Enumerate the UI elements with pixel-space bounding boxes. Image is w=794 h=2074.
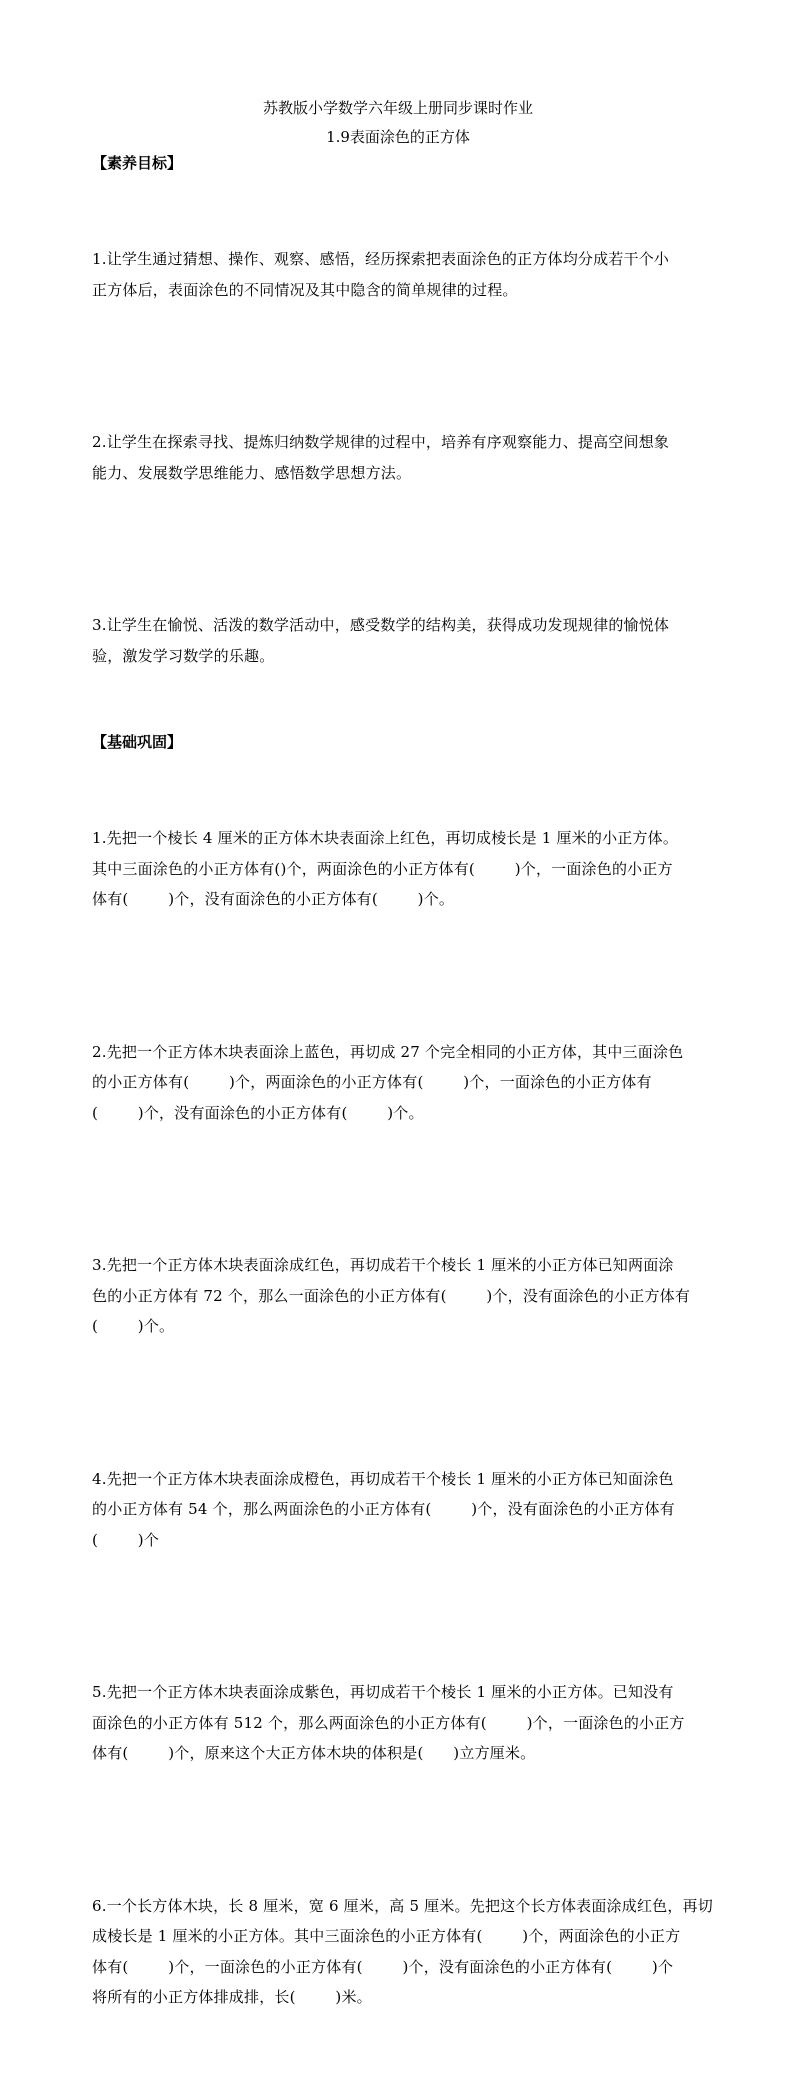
text-line: 的小正方体有( )个，两面涂色的小正方体有( )个，一面涂色的小正方体有 bbox=[92, 1073, 652, 1091]
text-line: 正方体后，表面涂色的不同情况及其中隐含的简单规律的过程。 bbox=[92, 280, 518, 299]
section-heading-goals: 【素养目标】 bbox=[92, 154, 183, 172]
text-line: 3.让学生在愉悦、活泼的数学活动中，感受数学的结构美，获得成功发现规律的愉悦体 bbox=[92, 616, 670, 634]
question-item bbox=[92, 1616, 704, 1830]
text-line: 3.先把一个正方体木块表面涂成红色，再切成若干个棱长 1 厘米的小正方体已知两面涂 bbox=[92, 1256, 674, 1274]
text-line: 体有( )个，没有面涂色的小正方体有( )个。 bbox=[92, 890, 455, 908]
question-item bbox=[92, 1830, 713, 2074]
text-line: 的小正方体有 54 个，那么两面涂色的小正方体有( )个，没有面涂色的小正方体有 bbox=[92, 1500, 675, 1518]
text-line: 色的小正方体有 72 个，那么一面涂色的小正方体有( )个，没有面涂色的小正方体有 bbox=[92, 1286, 691, 1305]
text-line: 成棱长是 1 厘米的小正方体。其中三面涂色的小正方体有( )个，两面涂色的小正方 bbox=[92, 1927, 681, 1945]
document-title: 苏教版小学数学六年级上册同步课时作业 bbox=[262, 99, 533, 117]
section-heading-basics: 【基础巩固】 bbox=[92, 733, 183, 751]
text-line: ( )个 bbox=[92, 1530, 160, 1549]
document-subtitle: 1.9表面涂色的正方体 bbox=[326, 128, 470, 146]
text-line: 4.先把一个正方体木块表面涂成橙色，再切成若干个棱长 1 厘米的小正方体已知面涂色 bbox=[92, 1469, 674, 1488]
worksheet-page bbox=[92, 98, 713, 2074]
question-item bbox=[92, 1189, 704, 1403]
question-item bbox=[92, 762, 704, 976]
goal-item bbox=[92, 366, 704, 549]
text-line: ( )个。 bbox=[92, 1317, 175, 1335]
text-line: 体有( )个，一面涂色的小正方体有( )个，没有面涂色的小正方体有( )个 bbox=[92, 1957, 674, 1976]
text-line: 2.让学生在探索寻找、提炼归纳数学规律的过程中，培养有序观察能力、提高空间想象 bbox=[92, 433, 670, 451]
goal-item bbox=[92, 549, 704, 732]
text-line: 2.先把一个正方体木块表面涂上蓝色，再切成 27 个完全相同的小正方体，其中三面涂色 bbox=[92, 1042, 684, 1061]
text-line: 6.一个长方体木块，长 8 厘米，宽 6 厘米，高 5 厘米。先把这个长方体表面涂成红色，再切 bbox=[92, 1896, 713, 1915]
text-line: ( )个，没有面涂色的小正方体有( )个。 bbox=[92, 1103, 424, 1122]
text-line: 体有( )个，原来这个大正方体木块的体积是( )立方厘米。 bbox=[92, 1744, 536, 1762]
question-item bbox=[92, 976, 704, 1190]
text-line: 5.先把一个正方体木块表面涂成紫色，再切成若干个棱长 1 厘米的小正方体。已知没有 bbox=[92, 1683, 674, 1701]
text-line: 其中三面涂色的小正方体有()个，两面涂色的小正方体有( )个，一面涂色的小正方 bbox=[92, 859, 673, 878]
text-line: 1.先把一个棱长 4 厘米的正方体木块表面涂上红色，再切成棱长是 1 厘米的小正方体。 bbox=[92, 829, 679, 847]
question-item bbox=[92, 1403, 704, 1617]
question-list bbox=[92, 762, 713, 2074]
text-line: 1.让学生通过猜想、操作、观察、感悟，经历探索把表面涂色的正方体均分成若干个小 bbox=[92, 250, 670, 268]
goal-item bbox=[92, 183, 704, 366]
text-line: 验，激发学习数学的乐趣。 bbox=[92, 646, 275, 665]
goal-list bbox=[92, 183, 704, 732]
text-line: 将所有的小正方体排成排，长( )米。 bbox=[92, 1988, 372, 2006]
text-line: 面涂色的小正方体有 512 个，那么两面涂色的小正方体有( )个，一面涂色的小正方 bbox=[92, 1713, 685, 1732]
text-line: 能力、发展数学思维能力、感悟数学思想方法。 bbox=[92, 463, 412, 482]
